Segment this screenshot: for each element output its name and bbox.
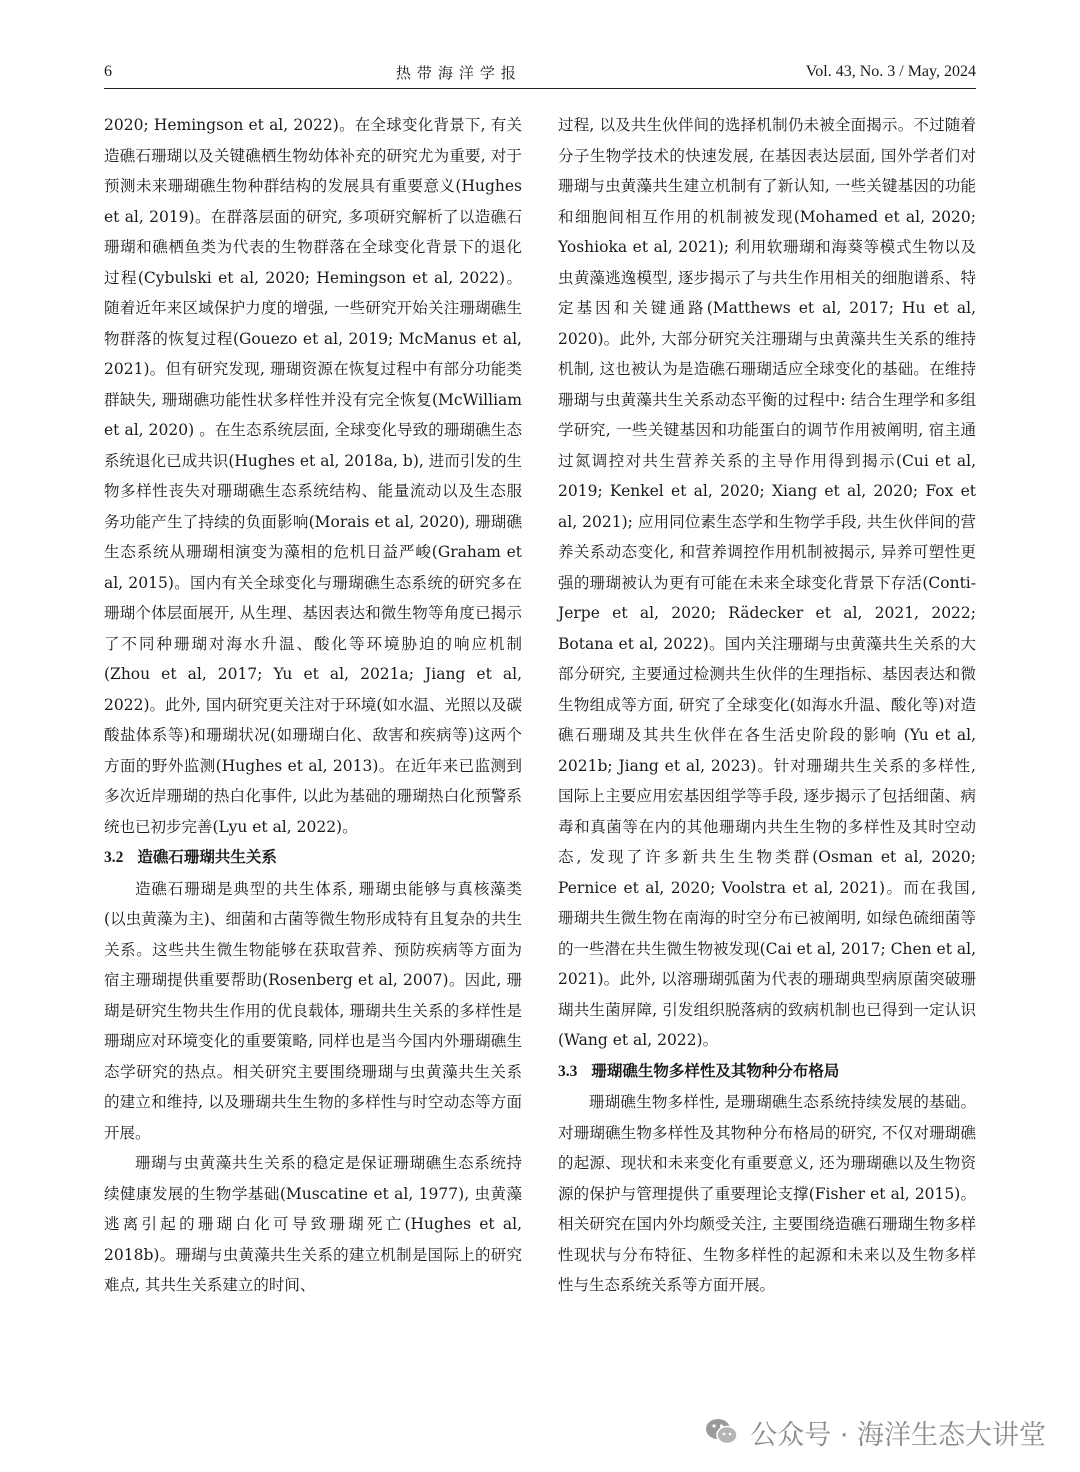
- volume-info: Vol. 43, No. 3 / May, 2024: [805, 63, 976, 80]
- left-paragraph-1: 2020; Hemingson et al, 2022)。在全球变化背景下, 有关造礁石珊瑚以及关键礁栖生物幼体补充的研究尤为重要, 对于预测未来珊瑚礁生物种群结构的发展具有重要意义(Hughes et al, 2019)。在群落层面的研究, 多项研究解析了以造礁石珊瑚和礁栖鱼类为代表的生物群落在全球变化背景下的退化过程(Cybulski et al, 2020; Hemingson et al, 2022)。随着近年来区域保护力度的增强, 一些研究开始关注珊瑚礁生物群落的恢复过程(Gouezo et al, 2019; McManus et al, 2021)。但有研究发现, 珊瑚资源在恢复过程中有部分功能类群缺失, 珊瑚礁功能性状多样性并没有完全恢复(McWilliam et al, 2020) 。在生态系统层面, 全球变化导致的珊瑚礁生态系统退化已成共识(Hughes et al, 2018a, b), 进而引发的生物多样性丧失对珊瑚礁生态系统结构、能量流动以及生态服务功能产生了持续的负面影响(Morais et al, 2020), 珊瑚礁生态系统从珊瑚相演变为藻相的危机日益严峻(Graham et al, 2015)。国内有关全球变化与珊瑚礁生态系统的研究多在珊瑚个体层面展开, 从生理、基因表达和微生物等角度已揭示了不同种珊瑚对海水升温、酸化等环境胁迫的响应机制(Zhou et al, 2017; Yu et al, 2021a; Jiang et al, 2022)。此外, 国内研究更关注对于环境(如水温、光照以及碳酸盐体系等)和珊瑚状况(如珊瑚白化、敌害和疾病等)这两个方面的野外监测(Hughes et al, 2013)。在近年来已监测到多次近岸珊瑚的热白化事件, 以此为基础的珊瑚热白化预警系统也已初步完善(Lyu et al, 2022)。: [104, 116, 522, 836]
- journal-name: 热带海洋学报: [395, 63, 522, 82]
- wechat-icon: [702, 1412, 742, 1452]
- left-column: [104, 110, 522, 1301]
- section-number: 3.2: [104, 849, 124, 866]
- section-title: 珊瑚礁生物多样性及其物种分布格局: [591, 1061, 840, 1080]
- watermark: [702, 1410, 1046, 1454]
- left-paragraph-2: 造礁石珊瑚是典型的共生体系, 珊瑚虫能够与真核藻类(以虫黄藻为主)、细菌和古菌等微生物形成特有且复杂的共生关系。这些共生微生物能够在获取营养、预防疾病等方面为宿主珊瑚提供重要帮助(Rosenberg et al, 2007)。因此, 珊瑚是研究生物共生作用的优良载体, 珊瑚共生关系的多样性是珊瑚应对环境变化的重要策略, 同样也是当今国内外珊瑚礁生态学研究的热点。相关研究主要围绕珊瑚与虫黄藻共生关系的建立和维持, 以及珊瑚共生生物的多样性与时空动态等方面开展。: [104, 879, 522, 1142]
- right-paragraph-2: 珊瑚礁生物多样性, 是珊瑚礁生态系统持续发展的基础。对珊瑚礁生物多样性及其物种分布格局的研究, 不仅对珊瑚礁的起源、现状和未来变化有重要意义, 还为珊瑚礁以及生物资源的保护与管理提供了重要理论支撑(Fisher et al, 2015)。相关研究在国内外均颇受关注, 主要围绕造礁石珊瑚生物多样性现状与分布特征、生物多样性的起源和未来以及生物多样性与生态系统关系等方面开展。: [558, 1093, 976, 1294]
- section-number: 3.3: [558, 1062, 578, 1080]
- page-number: 6: [104, 63, 112, 80]
- header-rule: [104, 88, 976, 89]
- right-paragraph-1: 过程, 以及共生伙伴间的选择机制仍未被全面揭示。不过随着分子生物学技术的快速发展, 在基因表达层面, 国外学者们对珊瑚与虫黄藻共生建立机制有了新认知, 一些关键基因的功能和细胞间相互作用的机制被发现(Mohamed et al, 2020; Yoshioka et al, 2021); 利用软珊瑚和海葵等模式生物以及虫黄藻逃逸模型, 逐步揭示了与共生作用相关的细胞谱系、特定基因和关键通路(Matthews et al, 2017; Hu et al, 2020)。此外, 大部分研究关注珊瑚与虫黄藻共生关系的维持机制, 这也被认为是造礁石珊瑚适应全球变化的基础。在维持珊瑚与虫黄藻共生关系动态平衡的过程中: 结合生理学和多组学研究, 一些关键基因和功能蛋白的调节作用被阐明, 宿主通过氮调控对共生营养关系的主导作用得到揭示(Cui et al, 2019; Kenkel et al, 2020; Xiang et al, 2020; Fox et al, 2021); 应用同位素生态学和生物学手段, 共生伙伴间的营养关系动态变化, 和营养调控作用机制被揭示, 异养可塑性更强的珊瑚被认为更有可能在未来全球变化背景下存活(Conti-Jerpe et al, 2020; Rädecker et al, 2021, 2022; Botana et al, 2022)。国内关注珊瑚与虫黄藻共生关系的大部分研究, 主要通过检测共生伙伴的生理指标、基因表达和微生物组成等方面, 研究了全球变化(如海水升温、酸化等)对造礁石珊瑚及其共生伙伴在各生活史阶段的影响 (Yu et al, 2021b; Jiang et al, 2023)。针对珊瑚共生关系的多样性, 国际上主要应用宏基因组学等手段, 逐步揭示了包括细菌、病毒和真菌等在内的其他珊瑚内共生生物的多样性及其时空动态, 发现了许多新共生生物类群(Osman et al, 2020; Pernice et al, 2020; Voolstra et al, 2021)。而在我国, 珊瑚共生微生物在南海的时空分布已被阐明, 如绿色硫细菌等的一些潜在共生微生物被发现(Cai et al, 2017; Chen et al, 2021)。此外, 以溶珊瑚弧菌为代表的珊瑚典型病原菌突破珊瑚共生菌屏障, 引发组织脱落病的致病机制也已得到一定认识(Wang et al, 2022)。: [558, 116, 976, 1049]
- section-title: 造礁石珊瑚共生关系: [137, 848, 277, 866]
- right-column: [558, 110, 976, 1301]
- left-paragraph-3: 珊瑚与虫黄藻共生关系的稳定是保证珊瑚礁生态系统持续健康发展的生物学基础(Muscatine et al, 1977), 虫黄藻逃离引起的珊瑚白化可导致珊瑚死亡(Hughes et al, 2018b)。珊瑚与虫黄藻共生关系的建立机制是国际上的研究难点, 其共生关系建立的时间、: [104, 1154, 522, 1294]
- section-heading-3-3: [558, 1056, 976, 1088]
- page-header: [104, 58, 976, 86]
- section-heading-3-2: [104, 842, 522, 874]
- watermark-text: 公众号 · 海洋生态大讲堂: [750, 1419, 1046, 1451]
